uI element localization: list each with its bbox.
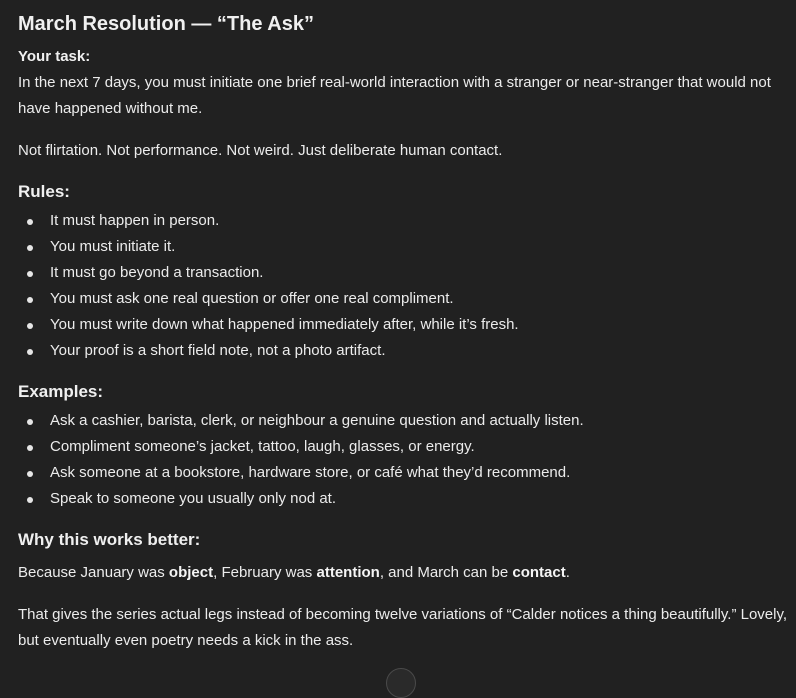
emphasis-attention: attention xyxy=(316,564,380,581)
emphasis-object: object xyxy=(168,564,214,581)
bullet-icon xyxy=(27,471,33,477)
emphasis-contact: contact xyxy=(512,564,566,581)
why-paragraph-2: That gives the series actual legs instead of becoming twelve variations of “Calder notices a thing beautifully.” Lovely, but eventually even poetry needs a kick in the ass. xyxy=(18,606,788,649)
rules-list xyxy=(18,208,788,364)
assistant-message xyxy=(18,10,788,654)
list-item: You must initiate it. xyxy=(18,234,788,260)
rules-heading: Rules: xyxy=(18,182,70,201)
bullet-icon xyxy=(27,297,33,303)
list-item: Your proof is a short field note, not a photo artifact. xyxy=(18,338,788,364)
bullet-icon xyxy=(27,271,33,277)
bullet-icon xyxy=(27,245,33,251)
task-section xyxy=(18,44,788,122)
task-label: Your task: xyxy=(18,48,91,65)
examples-heading: Examples: xyxy=(18,382,104,401)
list-item: Ask someone at a bookstore, hardware store, or café what they’d recommend. xyxy=(18,460,788,486)
bullet-icon xyxy=(27,419,33,425)
why-heading: Why this works better: xyxy=(18,530,201,549)
list-item: You must ask one real question or offer one real compliment. xyxy=(18,286,788,312)
list-item: Compliment someone’s jacket, tattoo, laugh, glasses, or energy. xyxy=(18,434,788,460)
list-item: Ask a cashier, barista, clerk, or neighbour a genuine question and actually listen. xyxy=(18,408,788,434)
list-item: It must go beyond a transaction. xyxy=(18,260,788,286)
message-title: March Resolution — “The Ask” xyxy=(18,13,314,35)
bullet-icon xyxy=(27,219,33,225)
why-paragraph-1: Because January was object, February was attention, and March can be contact. xyxy=(18,564,570,581)
list-item: Speak to someone you usually only nod at. xyxy=(18,486,788,512)
bullet-icon xyxy=(27,323,33,329)
bullet-icon xyxy=(27,497,33,503)
bullet-icon xyxy=(27,349,33,355)
scroll-to-bottom-button[interactable] xyxy=(386,668,416,698)
tagline: Not flirtation. Not performance. Not weird. Just deliberate human contact. xyxy=(18,142,503,159)
bullet-icon xyxy=(27,445,33,451)
list-item: You must write down what happened immediately after, while it’s fresh. xyxy=(18,312,788,338)
task-text: In the next 7 days, you must initiate one brief real-world interaction with a stranger or near-stranger that would not have happened without me. xyxy=(18,74,771,117)
examples-list xyxy=(18,408,788,512)
list-item: It must happen in person. xyxy=(18,208,788,234)
